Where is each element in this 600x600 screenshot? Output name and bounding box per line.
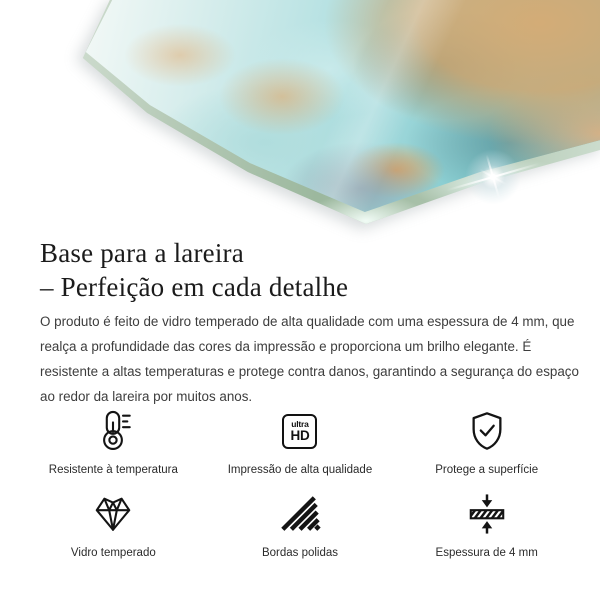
diamond-icon — [92, 493, 134, 535]
feature-tempered-glass — [71, 493, 156, 560]
feature-label: Bordas polidas — [261, 547, 339, 559]
thickness-compress-icon — [466, 493, 508, 535]
page-title — [40, 236, 560, 304]
feature-temperature — [49, 410, 178, 477]
polished-edges-icon — [279, 493, 321, 535]
feature-label: Espessura de 4 mm — [435, 547, 538, 559]
feature-label: Impressão de alta qualidade — [227, 464, 373, 476]
feature-grid — [0, 410, 600, 560]
product-description-text: O produto é feito de vidro temperado de alta qualidade com uma espessura de 4 mm, que realça a profundidade das cores da impressão e proporciona um brilho elegante. É resistente a altas temperaturas e protege contra danos, garantindo a segurança do espaço ao redor da lareira por muitos anos. — [40, 314, 579, 404]
shield-check-icon — [466, 410, 508, 452]
title-line-2: – Perfeição em cada detalhe — [40, 272, 349, 302]
feature-polished-edges — [262, 493, 338, 560]
thermometer-icon — [92, 410, 134, 452]
feature-surface-protection — [435, 410, 538, 477]
ultra-hd-icon: ultra HD — [282, 410, 317, 452]
feature-print-quality — [228, 410, 373, 477]
feature-label: Vidro temperado — [70, 547, 156, 559]
feature-label: Resistente à temperatura — [48, 464, 178, 476]
product-photo — [0, 0, 600, 230]
title-line-1: Base para a lareira — [40, 238, 244, 268]
product-description-section — [0, 236, 600, 409]
feature-thickness — [436, 493, 538, 560]
feature-label: Protege a superfície — [435, 464, 539, 476]
